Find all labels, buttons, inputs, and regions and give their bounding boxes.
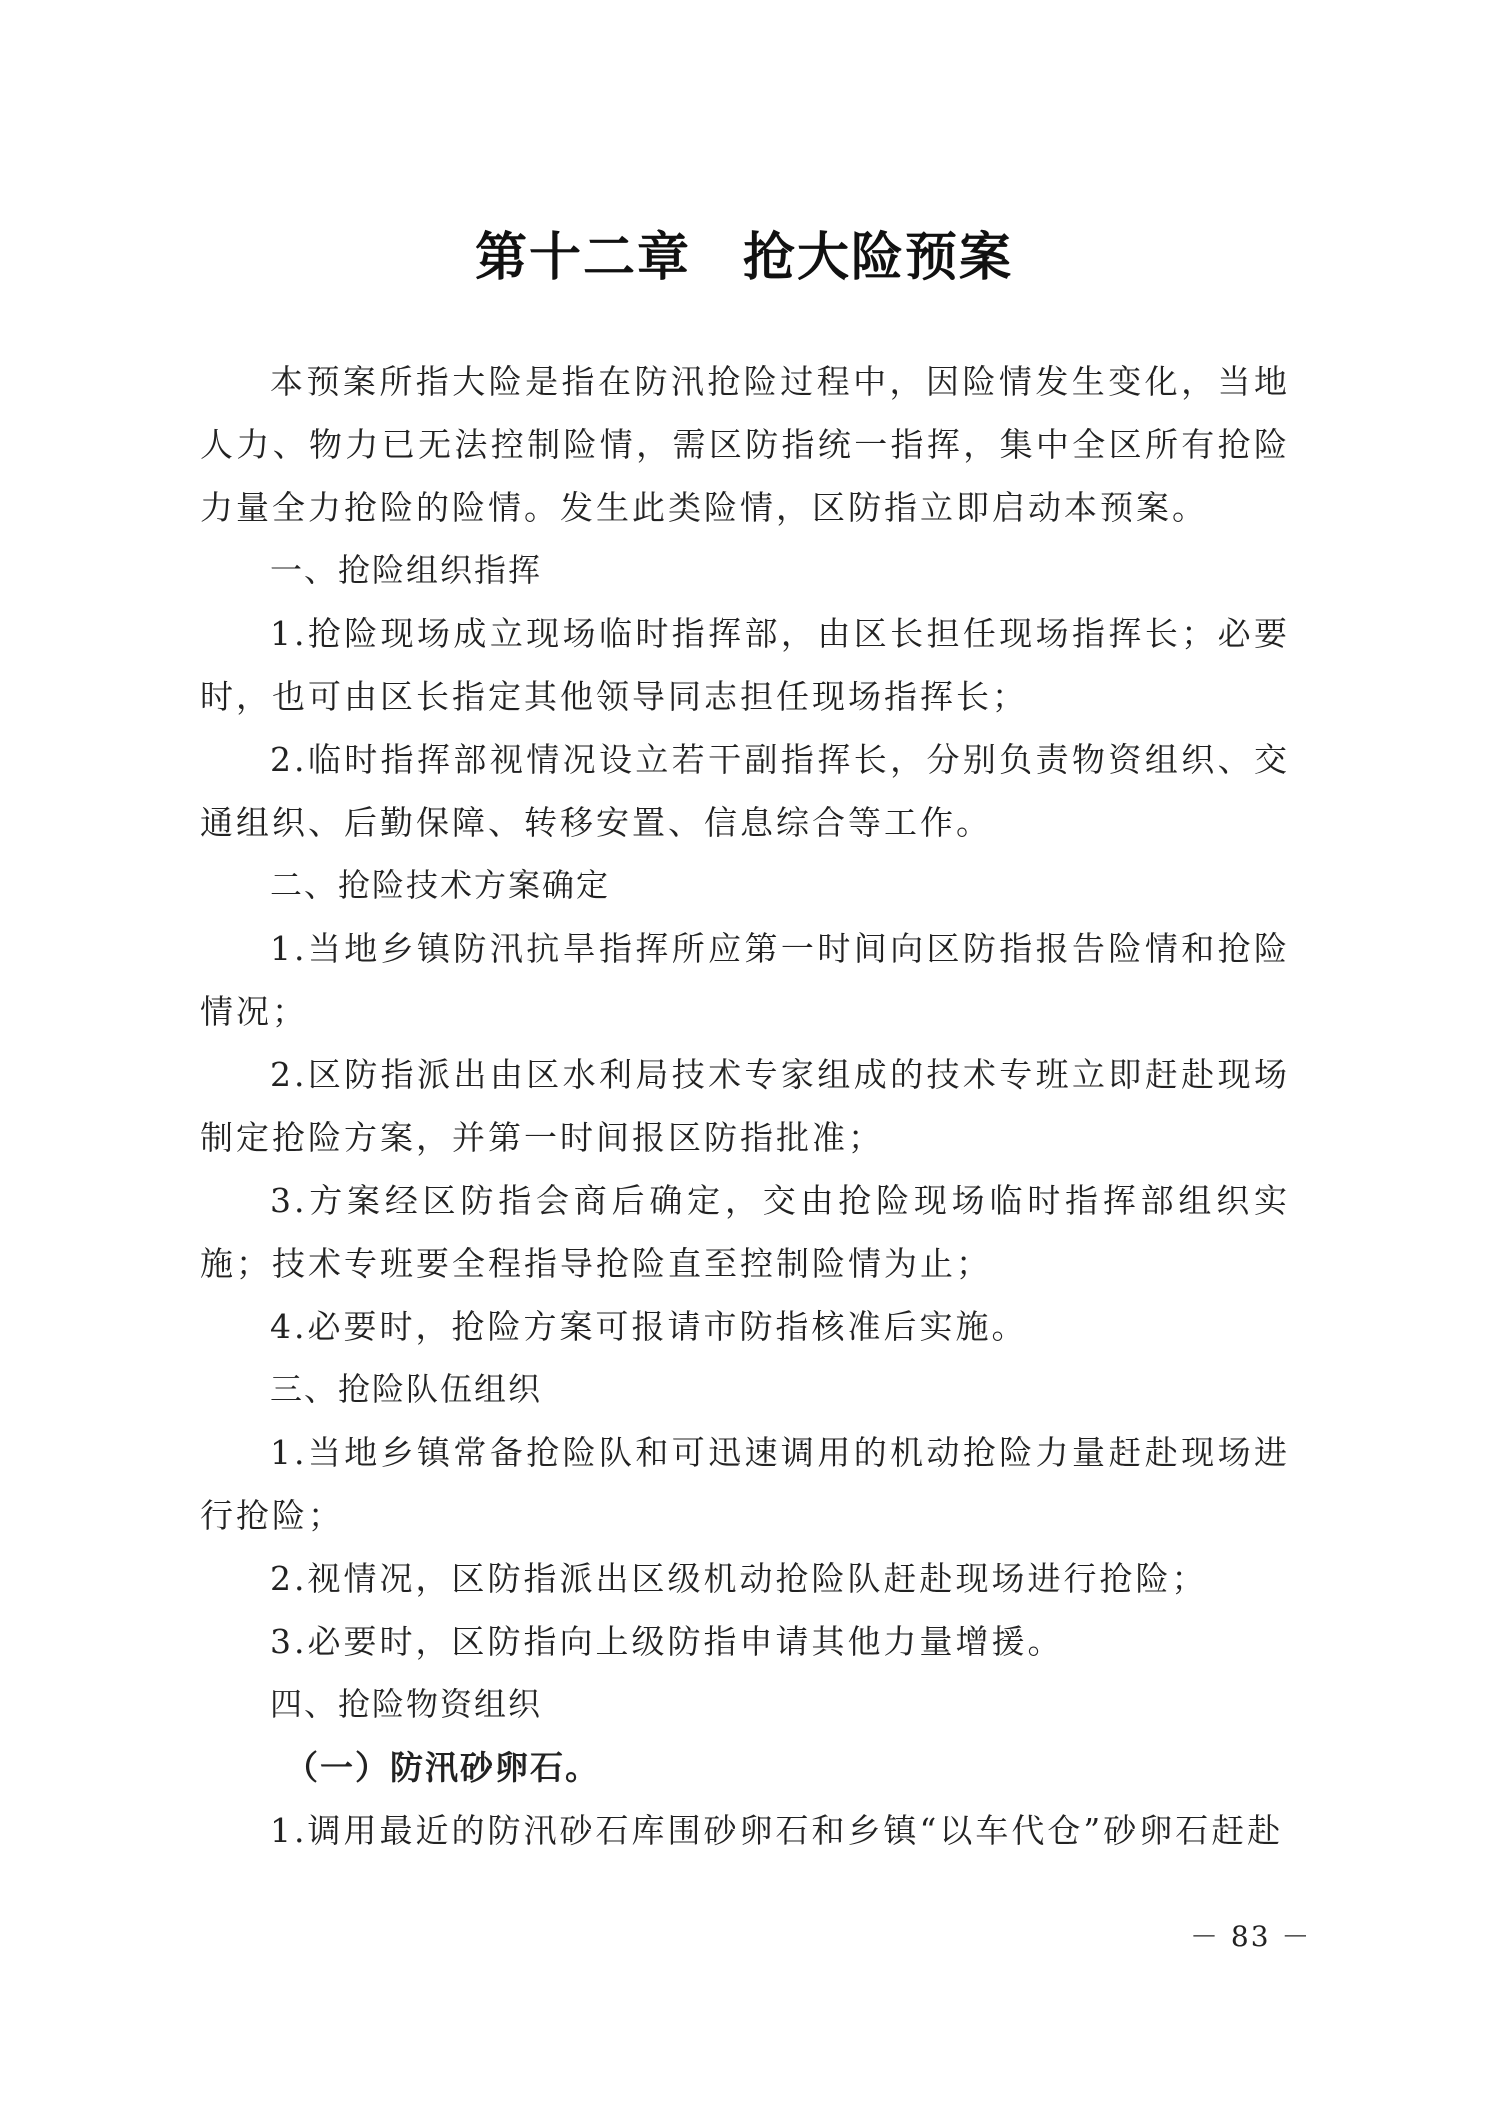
section-heading: 二、抢险技术方案确定 [270,866,611,904]
section-item: 2.临时指挥部视情况设立若干副指挥长，分别负责物资组织、交通组织、后勤保障、转移安置、信息综合等工作。 [200,740,1290,842]
chapter-title [0,215,1488,290]
page-number: － 83 － [1190,1920,1312,1953]
section-item: 1.抢险现场成立现场临时指挥部，由区长担任现场指挥长；必要时，也可由区长指定其他领导同志担任现场指挥长； [200,614,1290,716]
chapter-number: 第十二章 [474,227,691,288]
section-heading: 四、抢险物资组织 [270,1685,543,1723]
document-body [200,350,1290,1862]
section-heading: 一、抢险组织指挥 [270,551,543,589]
section-item: 1.当地乡镇防汛抗旱指挥所应第一时间向区防指报告险情和抢险情况； [200,929,1290,1031]
section-item: 1.当地乡镇常备抢险队和可迅速调用的机动抢险力量赶赴现场进行抢险； [200,1433,1290,1535]
section-item: 2.视情况，区防指派出区级机动抢险队赶赴现场进行抢险； [270,1559,1208,1598]
section-item: 2.区防指派出由区水利局技术专家组成的技术专班立即赶赴现场制定抢险方案，并第一时间报区防指批准； [200,1055,1290,1157]
section-item: 3.必要时，区防指向上级防指申请其他力量增援。 [270,1622,1064,1661]
chapter-name: 抢大险预案 [743,227,1014,288]
intro-paragraph: 本预案所指大险是指在防汛抢险过程中，因险情发生变化，当地人力、物力已无法控制险情，需区防指统一指挥，集中全区所有抢险力量全力抢险的险情。发生此类险情，区防指立即启动本预案。 [200,362,1290,527]
subsection-heading: （一）防汛砂卵石。 [285,1748,600,1787]
section-heading: 三、抢险队伍组织 [270,1370,543,1408]
section-item: 3.方案经区防指会商后确定，交由抢险现场临时指挥部组织实施；技术专班要全程指导抢险直至控制险情为止； [200,1181,1290,1283]
section-item: 4.必要时，抢险方案可报请市防指核准后实施。 [270,1307,1028,1346]
section-item: 1.调用最近的防汛砂石库围砂卵石和乡镇“以车代仓”砂卵石赶赴 [270,1811,1284,1850]
